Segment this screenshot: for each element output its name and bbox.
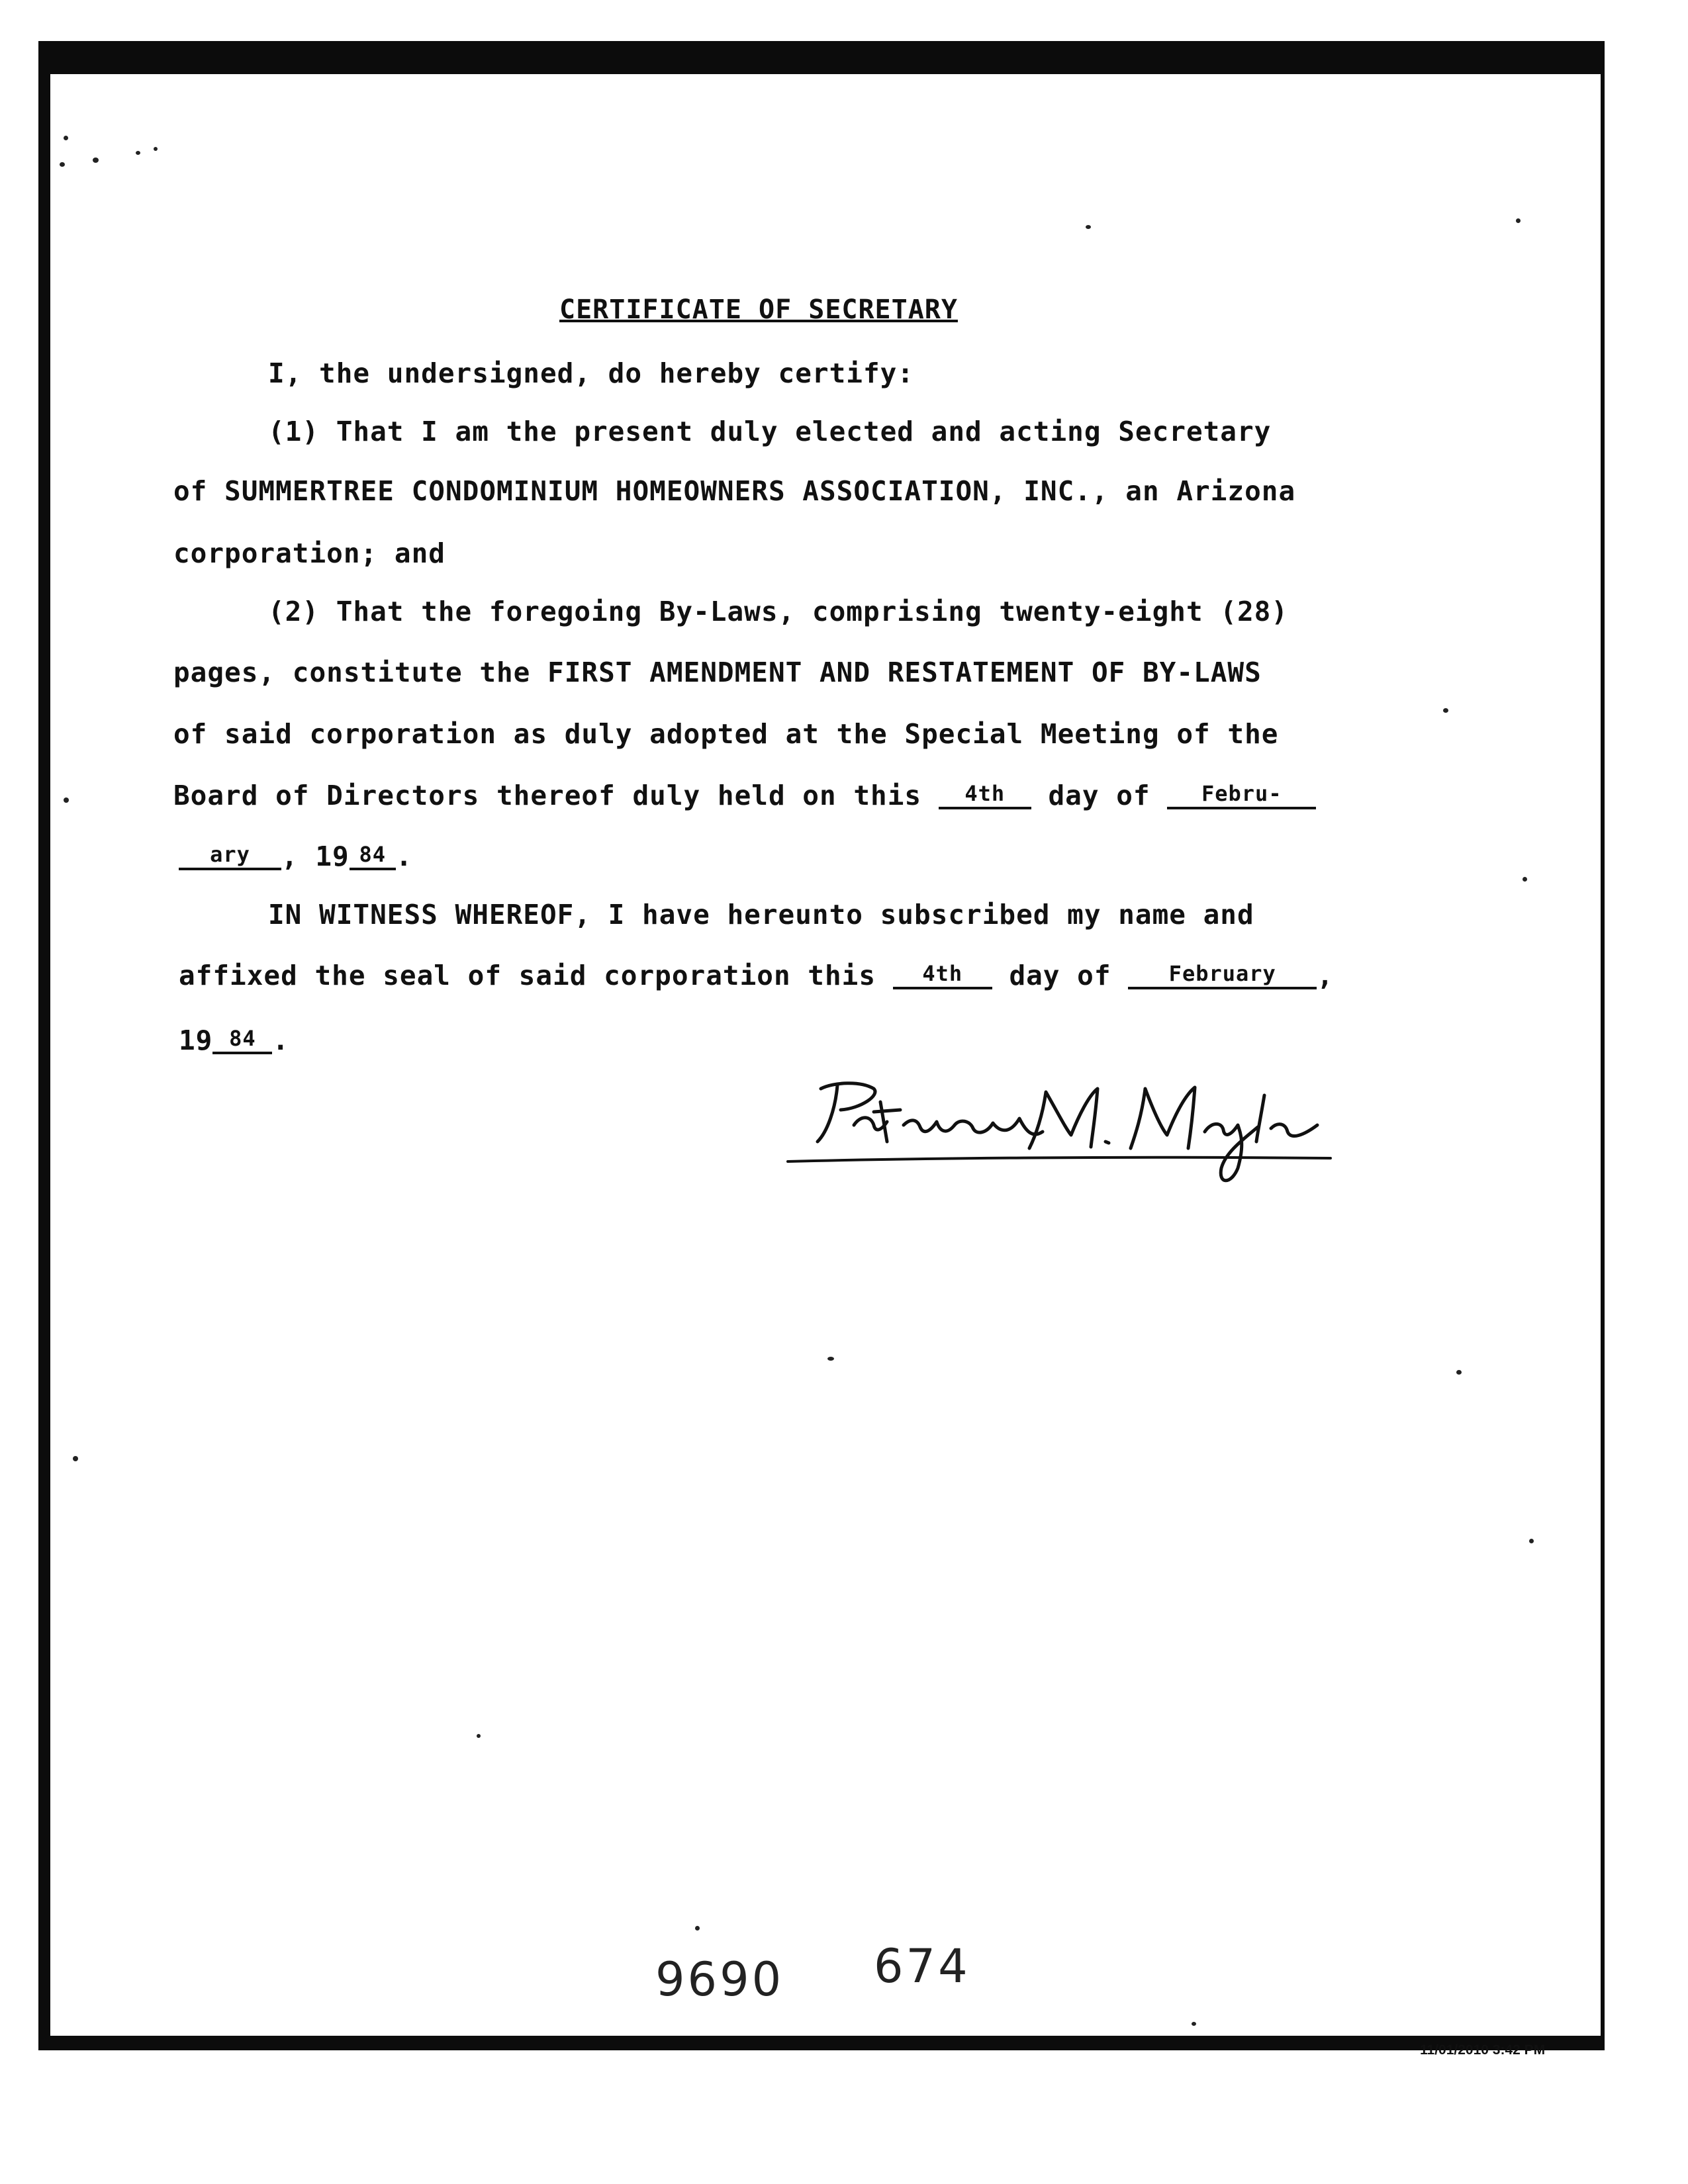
item2-month-blank-part2: ary xyxy=(179,844,281,870)
item2-line3: of said corporation as duly adopted at the Special Meeting of the xyxy=(173,718,1279,750)
recording-page-number: 674 xyxy=(874,1939,970,1993)
item2-line4-prefix: Board of Directors thereof duly held on this xyxy=(173,780,922,811)
witness-line2-prefix: affixed the seal of said corporation this xyxy=(179,960,876,991)
print-timestamp: 11/01/2010 3:42 PM xyxy=(1420,2042,1546,2058)
scan-speck xyxy=(1529,1539,1534,1543)
recording-book-number: 9690 xyxy=(655,1952,784,2007)
signature xyxy=(781,1069,1337,1191)
scan-speck xyxy=(64,797,69,803)
item2-month-blank-part1: Febru- xyxy=(1167,783,1316,809)
scan-speck xyxy=(1523,877,1527,882)
item1-line3: corporation; and xyxy=(173,537,445,569)
witness-day-blank: 4th xyxy=(893,963,992,989)
item1-line1: (1) That I am the present duly elected and acting Secretary xyxy=(268,416,1272,447)
scan-speck xyxy=(1443,708,1448,713)
scan-speck xyxy=(1516,218,1521,223)
item2-day-blank: 4th xyxy=(939,783,1031,809)
scan-speck xyxy=(136,151,140,155)
scan-speck xyxy=(64,136,68,140)
item2-line4 xyxy=(173,780,1316,813)
witness-year-prefix: 19 xyxy=(179,1024,213,1056)
intro-line: I, the undersigned, do hereby certify: xyxy=(268,357,914,389)
scan-speck xyxy=(73,1456,78,1461)
scan-speck xyxy=(1192,2022,1196,2026)
document-title: CERTIFICATE OF SECRETARY xyxy=(559,295,958,325)
witness-comma: , xyxy=(1317,960,1334,991)
item2-year-prefix: , 19 xyxy=(281,841,350,872)
scan-speck xyxy=(1456,1370,1462,1375)
scan-speck xyxy=(1086,225,1091,229)
witness-line1: IN WITNESS WHEREOF, I have hereunto subscribed my name and xyxy=(268,899,1254,931)
witness-month-blank: February xyxy=(1128,963,1317,989)
scan-speck xyxy=(695,1926,700,1931)
item2-line4-mid: day of xyxy=(1048,780,1150,811)
witness-line3 xyxy=(179,1024,289,1058)
witness-year-blank: 84 xyxy=(212,1028,272,1054)
item2-line2: pages, constitute the FIRST AMENDMENT AND RESTATEMENT OF BY-LAWS xyxy=(173,657,1262,688)
scan-speck xyxy=(93,158,99,163)
witness-end: . xyxy=(272,1024,290,1056)
item1-line2: of SUMMERTREE CONDOMINIUM HOMEOWNERS ASSOCIATION, INC., an Arizona xyxy=(173,475,1296,507)
scan-speck xyxy=(154,147,158,151)
item2-end: . xyxy=(395,841,413,872)
signature-graphic xyxy=(781,1069,1337,1188)
witness-mid: day of xyxy=(1009,960,1111,991)
item2-year-blank: 84 xyxy=(350,844,396,870)
item2-line5 xyxy=(179,841,412,874)
scan-speck xyxy=(477,1734,481,1738)
scan-speck xyxy=(827,1357,834,1361)
witness-line2 xyxy=(179,960,1334,993)
item2-line1: (2) That the foregoing By-Laws, comprising twenty-eight (28) xyxy=(268,596,1289,627)
scan-speck xyxy=(60,162,65,167)
